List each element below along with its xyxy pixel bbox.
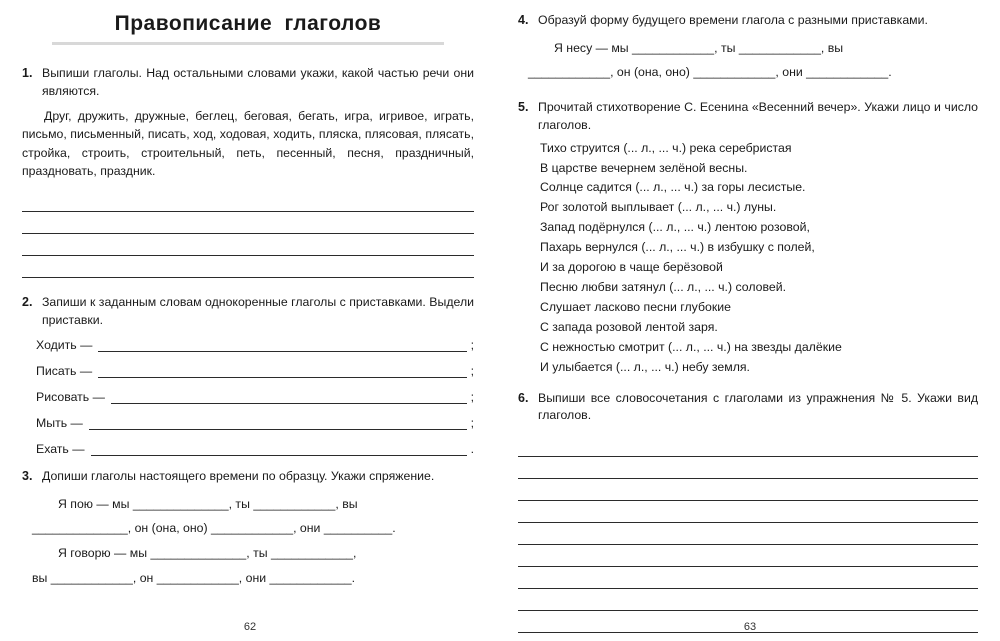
exercise-6-header xyxy=(518,390,978,426)
list-item[interactable] xyxy=(22,442,474,456)
title-divider xyxy=(52,42,444,45)
fill-line[interactable]: Я говорю — мы ______________, ты ____________, xyxy=(58,546,357,561)
answer-line[interactable] xyxy=(518,545,978,567)
answer-line[interactable] xyxy=(518,523,978,545)
exercise-5-prompt: Прочитай стихотворение С. Есенина «Весенний вечер». Укажи лицо и число глаголов. xyxy=(538,100,978,132)
exercise-4-header xyxy=(518,12,978,30)
fill-line[interactable]: Я несу — мы ____________, ты ____________, вы xyxy=(554,40,844,55)
fill-line[interactable]: вы ____________, он ____________, они ____________. xyxy=(32,570,356,585)
fill-line[interactable]: ____________, он (она, оно) ____________, они ____________. xyxy=(528,65,892,80)
fill-line[interactable]: ______________, он (она, оно) ____________, они __________. xyxy=(32,521,396,536)
exercise-4-prompt: Образуй форму будущего времени глагола с разными приставками. xyxy=(538,13,928,27)
pair-word: Рисовать — xyxy=(36,390,105,405)
pair-terminator: . xyxy=(470,442,474,457)
answer-line[interactable] xyxy=(22,234,474,256)
poem-line: С запада розовой лентой заря. xyxy=(540,319,718,334)
fill-line[interactable]: Я пою — мы ______________, ты ____________, вы xyxy=(58,496,358,511)
exercise-6-answer-lines[interactable] xyxy=(518,435,978,633)
answer-line[interactable] xyxy=(518,567,978,589)
exercise-4-fill-lines[interactable] xyxy=(518,36,978,85)
pair-terminator: ; xyxy=(470,364,474,379)
exercise-1-header xyxy=(22,65,474,101)
exercise-5 xyxy=(518,99,978,378)
pair-answer-line[interactable] xyxy=(89,417,467,430)
pair-answer-line[interactable] xyxy=(98,365,466,378)
left-page-number: 62 xyxy=(243,621,257,633)
answer-line[interactable] xyxy=(518,457,978,479)
answer-line[interactable] xyxy=(518,479,978,501)
poem-line: Запад подёрнулся (... л., ... ч.) лентою розовой, xyxy=(540,220,810,235)
exercise-6-number: 6. xyxy=(518,390,529,405)
poem-line: С нежностью смотрит (... л., ... ч.) на звезды далёкие xyxy=(540,339,842,354)
answer-line[interactable] xyxy=(518,435,978,457)
exercise-2-pairs xyxy=(22,338,474,456)
exercise-2-prompt: Запиши к заданным словам однокоренные глаголы с приставками. Выдели приставки. xyxy=(42,295,474,328)
exercise-2-header xyxy=(22,294,474,330)
answer-line[interactable] xyxy=(518,589,978,611)
pair-answer-line[interactable] xyxy=(111,391,467,404)
poem-line: Рог золотой выплывает (... л., ... ч.) луны. xyxy=(540,200,777,215)
exercise-1-answer-lines[interactable] xyxy=(22,190,474,278)
exercise-5-poem xyxy=(518,139,978,378)
exercise-6 xyxy=(518,390,978,634)
pair-answer-line[interactable] xyxy=(98,339,466,352)
exercise-4 xyxy=(518,12,978,85)
poem-line: В царстве вечернем зелёной весны. xyxy=(540,160,748,175)
list-item[interactable] xyxy=(22,390,474,404)
exercise-1-word-list: Друг, дружить, дружные, беглец, беговая, бегать, игра, игривое, играть, письмо, письменный, писать, ход, ходовая, ходить, пляска, плясовая, плясать, стройка, строить, строительный, петь, песенный, песня, праздничный, праздновать, праздник. xyxy=(22,108,474,178)
poem-line: Слушает ласково песни глубокие xyxy=(540,299,731,314)
exercise-5-header xyxy=(518,99,978,135)
poem-line: Солнце садится (... л., ... ч.) за горы лесистые. xyxy=(540,180,806,195)
exercise-6-prompt: Выпиши все словосочетания с глаголами из упражнения № 5. Укажи вид глаголов. xyxy=(538,390,978,423)
exercise-2-number: 2. xyxy=(22,295,33,310)
pair-word: Мыть — xyxy=(36,416,83,431)
page-title: Правописание глаголов xyxy=(114,12,382,35)
pair-answer-line[interactable] xyxy=(91,443,467,456)
list-item[interactable] xyxy=(22,364,474,378)
exercise-3-number: 3. xyxy=(22,469,33,484)
exercise-1 xyxy=(22,65,474,278)
exercise-1-number: 1. xyxy=(22,66,33,80)
pair-word: Ехать — xyxy=(36,442,85,457)
poem-line: Тихо струится (... л., ... ч.) река серебристая xyxy=(540,140,792,155)
pair-terminator: ; xyxy=(470,390,474,405)
list-item[interactable] xyxy=(22,338,474,352)
right-column xyxy=(500,0,1000,641)
poem-line: Пахарь вернулся (... л., ... ч.) в избушку с полей, xyxy=(540,240,815,255)
poem-line: И улыбается (... л., ... ч.) небу земля. xyxy=(540,359,750,374)
answer-line[interactable] xyxy=(22,190,474,212)
exercise-3 xyxy=(22,468,474,590)
exercise-3-prompt: Допиши глаголы настоящего времени по образцу. Укажи спряжение. xyxy=(42,469,435,484)
answer-line[interactable] xyxy=(22,256,474,278)
exercise-5-number: 5. xyxy=(518,100,529,115)
exercise-4-number: 4. xyxy=(518,13,529,27)
exercise-1-prompt: Выпиши глаголы. Над остальными словами укажи, какой частью речи они являются. xyxy=(42,66,474,98)
poem-line: И за дорогою в чаще берёзовой xyxy=(540,260,723,275)
pair-word: Писать — xyxy=(36,364,93,379)
pair-word: Ходить — xyxy=(36,338,93,353)
pair-terminator: ; xyxy=(470,416,474,431)
exercise-2 xyxy=(22,294,474,456)
answer-line[interactable] xyxy=(22,212,474,234)
poem-line: Песню любви затянул (... л., ... ч.) соловей. xyxy=(540,280,786,295)
answer-line[interactable] xyxy=(518,501,978,523)
list-item[interactable] xyxy=(22,416,474,430)
exercise-3-fill-lines[interactable] xyxy=(22,492,474,590)
exercise-3-header xyxy=(22,468,474,486)
right-page-number: 63 xyxy=(743,621,757,633)
pair-terminator: ; xyxy=(470,338,474,353)
